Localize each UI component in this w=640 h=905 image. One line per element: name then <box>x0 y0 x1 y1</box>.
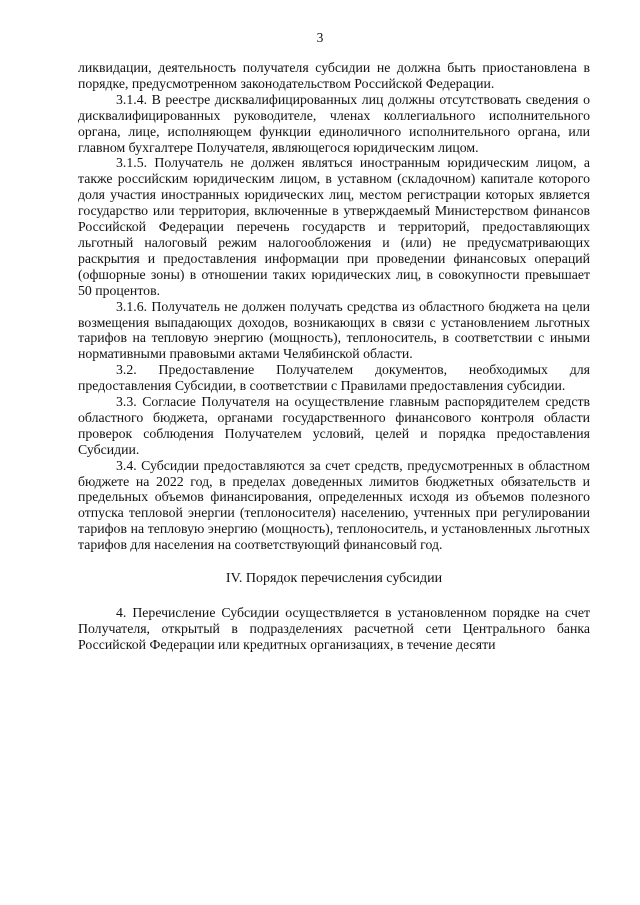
paragraph-3-4: 3.4. Субсидии предоставляются за счет средств, предусмотренных в областном бюджете на 2022 год, в пределах доведенных лимитов бюджетных обязательств и предельных объемов финансирования, определенных исходя из объемов полезного отпуска тепловой энергии (теплоносителя) населению, учтенных при регулировании тарифов на тепловую энергию (мощность), теплоноситель, и установленных льготных тарифов для населения на соответствующий финансовый год. <box>78 457 590 553</box>
paragraph-liquidation: ликвидации, деятельность получателя субсидии не должна быть приостановлена в порядке, предусмотренном законодательством Российской Федерации. <box>78 60 590 91</box>
paragraph-3-1-6: 3.1.6. Получатель не должен получать средства из областного бюджета на цели возмещения выпадающих доходов, возникающих в связи с установлением льготных тарифов на тепловую энергию (мощность), теплоноситель, в соответствии с иными нормативными правовыми актами Челябинской области. <box>78 298 590 362</box>
paragraph-4: 4. Перечисление Субсидии осуществляется в установленном порядке на счет Получателя, открытый в подразделениях расчетной сети Центрального банка Российской Федерации или кредитных организациях, в течение десяти <box>78 605 590 652</box>
paragraph-3-1-4: 3.1.4. В реестре дисквалифицированных лиц должны отсутствовать сведения о дисквалифицированных руководителе, членах коллегиального исполнительного органа, лице, исполняющем функции единоличного исполнительного органа, или главном бухгалтере Получателя, являющегося юридическим лицом. <box>78 91 590 155</box>
paragraph-3-3: 3.3. Согласие Получателя на осуществление главным распорядителем средств областного бюджета, органами государственного финансового контроля области проверок соблюдения Получателем условий, целей и порядка предоставления Субсидии. <box>78 394 590 457</box>
section-heading-iv: IV. Порядок перечисления субсидии <box>225 571 443 587</box>
page-number: 3 <box>316 30 324 45</box>
paragraph-3-1-5: 3.1.5. Получатель не должен являться иностранным юридическим лицом, а также российским юридическим лицом, в уставном (складочном) капитале которого доля участия иностранных юридических лиц, местом регистрации которых является государство или территория, включенные в утверждаемый Министерством финансов Российской Федерации перечень государств и территорий, предоставляющих льготный налоговый режим налогообложения и (или) не предусматривающих раскрытия и предоставления информации при проведении финансовых операций (офшорные зоны) в отношении таких юридических лиц, в совокупности превышает 50 процентов. <box>78 155 590 298</box>
document-body <box>78 60 590 653</box>
paragraph-3-2: 3.2. Предоставление Получателем документов, необходимых для предоставления Субсидии, в соответствии с Правилами предоставления субсидии. <box>78 362 590 394</box>
